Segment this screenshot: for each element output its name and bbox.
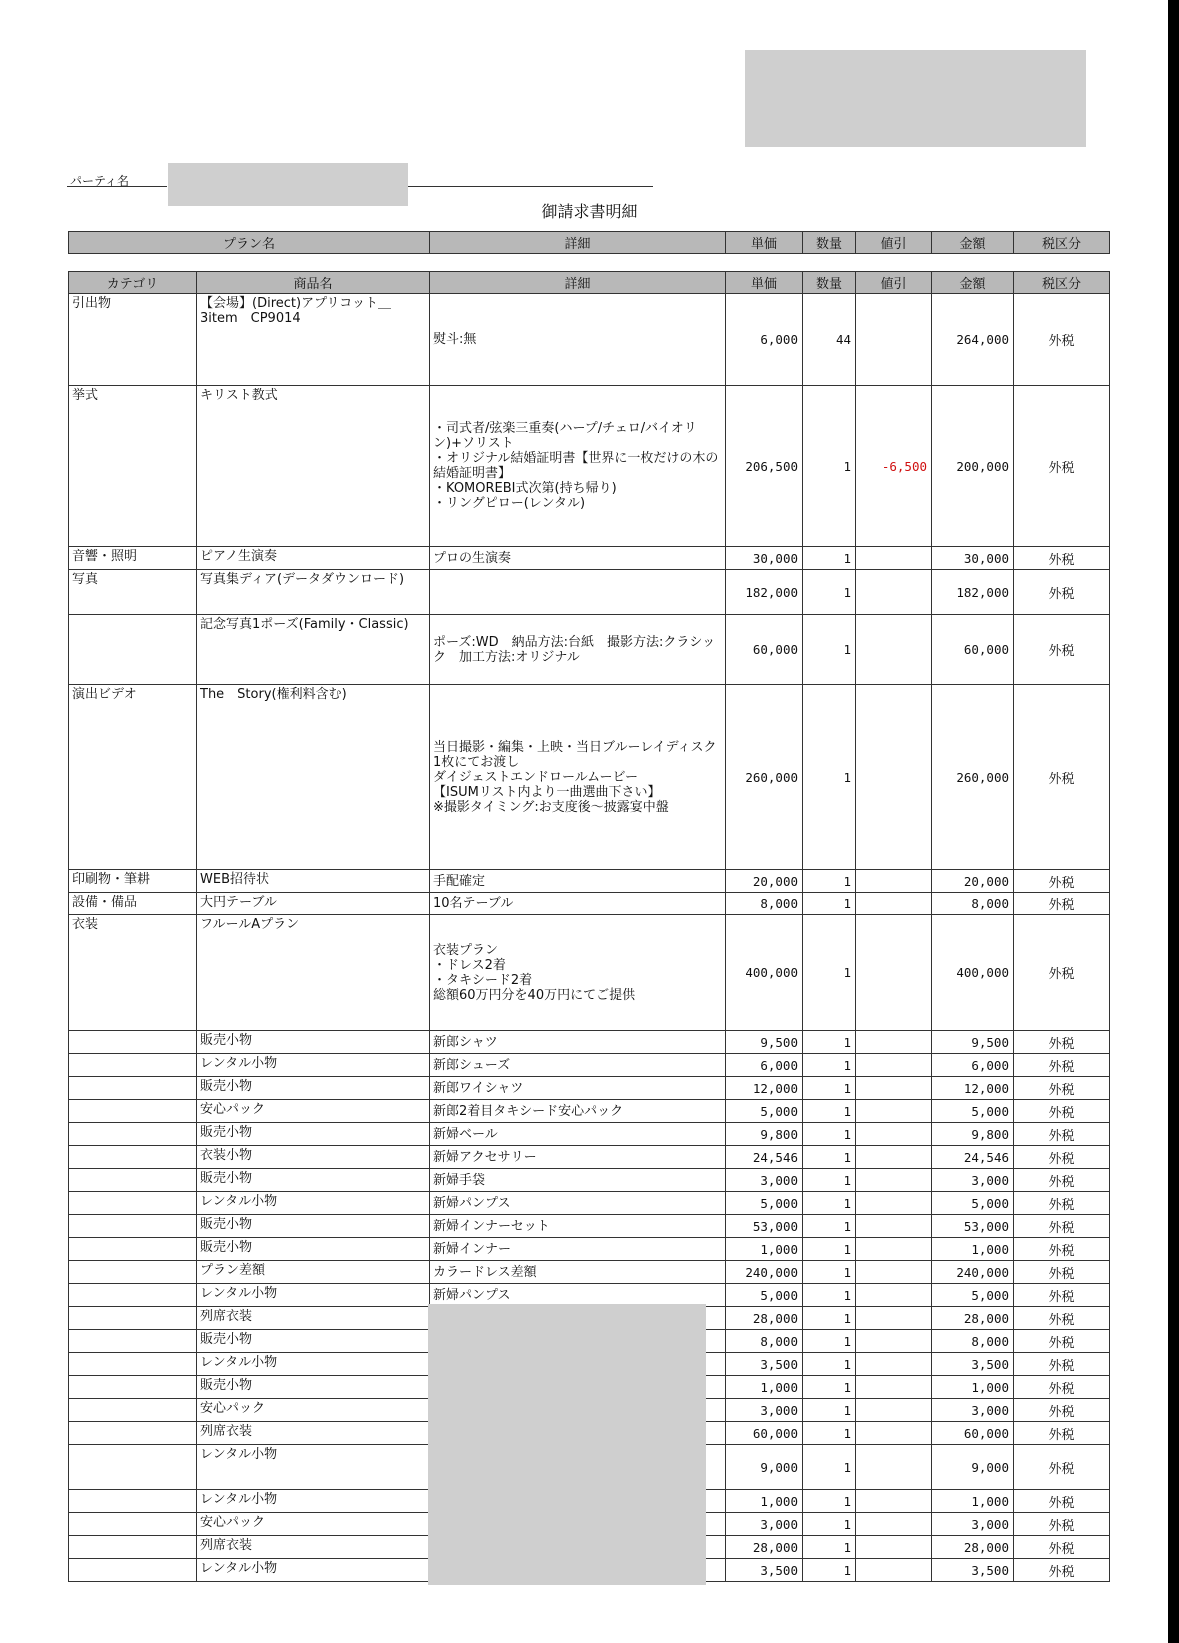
detail-cell: 当日撮影・編集・上映・当日ブルーレイディスク1枚にてお渡し ダイジェストエンドロールムービー 【ISUMリスト内より一曲選曲下さい】 ※撮影タイミング:お支度後～披露宴中盤	[430, 685, 726, 870]
tax-category-cell: 外税	[1014, 1536, 1110, 1559]
detail-cell: 衣装プラン ・ドレス2着 ・タキシード2着 総額60万円分を40万円にてご提供	[430, 915, 726, 1031]
product-name-cell: レンタル小物	[197, 1490, 430, 1513]
tax-category-cell: 外税	[1014, 1422, 1110, 1445]
detail-cell: 新婦ベール	[430, 1123, 726, 1146]
plan-table	[68, 231, 1110, 254]
quantity-cell: 1	[803, 1399, 856, 1422]
tax-category-cell: 外税	[1014, 1490, 1110, 1513]
plan-header-cell: 単価	[726, 232, 803, 254]
product-name-cell: レンタル小物	[197, 1353, 430, 1376]
discount-cell	[856, 1399, 932, 1422]
detail-cell: 新婦アクセサリー	[430, 1146, 726, 1169]
discount-cell	[856, 915, 932, 1031]
discount-cell	[856, 1123, 932, 1146]
quantity-cell: 1	[803, 386, 856, 547]
party-name-underline	[67, 186, 167, 187]
product-name-cell: 販売小物	[197, 1376, 430, 1399]
detail-cell: 新郎シャツ	[430, 1031, 726, 1054]
amount-cell: 5,000	[932, 1192, 1014, 1215]
category-cell: 音響・照明	[69, 547, 197, 570]
amount-cell: 3,500	[932, 1353, 1014, 1376]
unit-price-cell: 5,000	[726, 1284, 803, 1307]
tax-category-cell: 外税	[1014, 570, 1110, 615]
plan-header-cell: 税区分	[1014, 232, 1110, 254]
redacted-details	[428, 1304, 706, 1585]
discount-cell	[856, 1054, 932, 1077]
detail-cell: 新婦手袋	[430, 1169, 726, 1192]
table-row	[69, 1261, 1110, 1284]
detail-cell: 新郎ワイシャツ	[430, 1077, 726, 1100]
tax-category-cell: 外税	[1014, 1513, 1110, 1536]
items-header-cell: 税区分	[1014, 272, 1110, 294]
detail-cell: 手配確定	[430, 870, 726, 893]
unit-price-cell: 8,000	[726, 893, 803, 915]
category-cell	[69, 1536, 197, 1559]
redacted-logo-area	[745, 50, 1086, 147]
discount-cell	[856, 1192, 932, 1215]
unit-price-cell: 5,000	[726, 1192, 803, 1215]
detail-cell: 10名テーブル	[430, 893, 726, 915]
product-name-cell: 販売小物	[197, 1215, 430, 1238]
category-cell	[69, 1559, 197, 1582]
category-cell: 挙式	[69, 386, 197, 547]
quantity-cell: 1	[803, 1284, 856, 1307]
amount-cell: 3,500	[932, 1559, 1014, 1582]
tax-category-cell: 外税	[1014, 1353, 1110, 1376]
quantity-cell: 1	[803, 1031, 856, 1054]
discount-cell	[856, 1307, 932, 1330]
amount-cell: 60,000	[932, 1422, 1014, 1445]
category-cell	[69, 1513, 197, 1536]
product-name-cell: 安心パック	[197, 1399, 430, 1422]
table-row	[69, 386, 1110, 547]
category-cell	[69, 1169, 197, 1192]
category-cell: 写真	[69, 570, 197, 615]
product-name-cell: 安心パック	[197, 1100, 430, 1123]
discount-cell	[856, 870, 932, 893]
unit-price-cell: 240,000	[726, 1261, 803, 1284]
unit-price-cell: 24,546	[726, 1146, 803, 1169]
amount-cell: 1,000	[932, 1376, 1014, 1399]
discount-cell	[856, 615, 932, 685]
quantity-cell: 1	[803, 1513, 856, 1536]
amount-cell: 12,000	[932, 1077, 1014, 1100]
quantity-cell: 1	[803, 1422, 856, 1445]
discount-cell	[856, 547, 932, 570]
amount-cell: 1,000	[932, 1238, 1014, 1261]
category-cell	[69, 1215, 197, 1238]
table-row	[69, 915, 1110, 1031]
amount-cell: 1,000	[932, 1490, 1014, 1513]
unit-price-cell: 9,500	[726, 1031, 803, 1054]
amount-cell: 182,000	[932, 570, 1014, 615]
tax-category-cell: 外税	[1014, 1261, 1110, 1284]
product-name-cell: レンタル小物	[197, 1192, 430, 1215]
product-name-cell: キリスト教式	[197, 386, 430, 547]
items-header-cell: カテゴリ	[69, 272, 197, 294]
amount-cell: 260,000	[932, 685, 1014, 870]
unit-price-cell: 12,000	[726, 1077, 803, 1100]
table-row	[69, 893, 1110, 915]
category-cell	[69, 1261, 197, 1284]
amount-cell: 5,000	[932, 1284, 1014, 1307]
product-name-cell: 衣装小物	[197, 1146, 430, 1169]
amount-cell: 200,000	[932, 386, 1014, 547]
tax-category-cell: 外税	[1014, 1100, 1110, 1123]
items-header-cell: 値引	[856, 272, 932, 294]
product-name-cell: フルールAプラン	[197, 915, 430, 1031]
amount-cell: 400,000	[932, 915, 1014, 1031]
detail-cell: カラードレス差額	[430, 1261, 726, 1284]
quantity-cell: 1	[803, 1330, 856, 1353]
product-name-cell: 販売小物	[197, 1123, 430, 1146]
discount-cell	[856, 893, 932, 915]
detail-cell: ポーズ:WD 納品方法:台紙 撮影方法:クラシック 加工方法:オリジナル	[430, 615, 726, 685]
amount-cell: 3,000	[932, 1169, 1014, 1192]
table-row	[69, 1238, 1110, 1261]
quantity-cell: 1	[803, 1238, 856, 1261]
tax-category-cell: 外税	[1014, 893, 1110, 915]
unit-price-cell: 3,500	[726, 1353, 803, 1376]
category-cell: 設備・備品	[69, 893, 197, 915]
amount-cell: 28,000	[932, 1536, 1014, 1559]
category-cell	[69, 1123, 197, 1146]
table-row	[69, 870, 1110, 893]
product-name-cell: 【会場】(Direct)アプリコット＿3item CP9014	[197, 294, 430, 386]
tax-category-cell: 外税	[1014, 294, 1110, 386]
unit-price-cell: 28,000	[726, 1536, 803, 1559]
tax-category-cell: 外税	[1014, 1123, 1110, 1146]
table-row	[69, 1031, 1110, 1054]
quantity-cell: 1	[803, 893, 856, 915]
discount-cell	[856, 1100, 932, 1123]
unit-price-cell: 60,000	[726, 615, 803, 685]
tax-category-cell: 外税	[1014, 1169, 1110, 1192]
category-cell	[69, 1376, 197, 1399]
discount-cell	[856, 1490, 932, 1513]
quantity-cell: 1	[803, 1169, 856, 1192]
category-cell	[69, 615, 197, 685]
table-row	[69, 570, 1110, 615]
product-name-cell: レンタル小物	[197, 1559, 430, 1582]
product-name-cell: 販売小物	[197, 1169, 430, 1192]
tax-category-cell: 外税	[1014, 386, 1110, 547]
category-cell	[69, 1077, 197, 1100]
detail-cell	[430, 570, 726, 615]
category-cell	[69, 1490, 197, 1513]
table-row	[69, 615, 1110, 685]
tax-category-cell: 外税	[1014, 915, 1110, 1031]
tax-category-cell: 外税	[1014, 1307, 1110, 1330]
tax-category-cell: 外税	[1014, 547, 1110, 570]
tax-category-cell: 外税	[1014, 1031, 1110, 1054]
category-cell	[69, 1399, 197, 1422]
discount-cell	[856, 1261, 932, 1284]
tax-category-cell: 外税	[1014, 1445, 1110, 1490]
product-name-cell: 販売小物	[197, 1330, 430, 1353]
quantity-cell: 1	[803, 915, 856, 1031]
discount-cell	[856, 685, 932, 870]
product-name-cell: 販売小物	[197, 1238, 430, 1261]
quantity-cell: 1	[803, 1054, 856, 1077]
unit-price-cell: 182,000	[726, 570, 803, 615]
amount-cell: 240,000	[932, 1261, 1014, 1284]
discount-cell: -6,500	[856, 386, 932, 547]
discount-cell	[856, 1215, 932, 1238]
product-name-cell: 列席衣装	[197, 1307, 430, 1330]
category-cell	[69, 1422, 197, 1445]
amount-cell: 5,000	[932, 1100, 1014, 1123]
product-name-cell: 安心パック	[197, 1513, 430, 1536]
unit-price-cell: 5,000	[726, 1100, 803, 1123]
discount-cell	[856, 1031, 932, 1054]
quantity-cell: 1	[803, 1490, 856, 1513]
discount-cell	[856, 1169, 932, 1192]
category-cell: 印刷物・筆耕	[69, 870, 197, 893]
table-row	[69, 1215, 1110, 1238]
unit-price-cell: 9,000	[726, 1445, 803, 1490]
tax-category-cell: 外税	[1014, 1054, 1110, 1077]
category-cell: 引出物	[69, 294, 197, 386]
table-row	[69, 1169, 1110, 1192]
unit-price-cell: 8,000	[726, 1330, 803, 1353]
tax-category-cell: 外税	[1014, 685, 1110, 870]
tax-category-cell: 外税	[1014, 1192, 1110, 1215]
items-header-cell: 金額	[932, 272, 1014, 294]
product-name-cell: レンタル小物	[197, 1445, 430, 1490]
discount-cell	[856, 1146, 932, 1169]
quantity-cell: 1	[803, 1307, 856, 1330]
detail-cell: プロの生演奏	[430, 547, 726, 570]
product-name-cell: レンタル小物	[197, 1054, 430, 1077]
unit-price-cell: 260,000	[726, 685, 803, 870]
quantity-cell: 1	[803, 547, 856, 570]
quantity-cell: 1	[803, 1559, 856, 1582]
unit-price-cell: 3,000	[726, 1169, 803, 1192]
tax-category-cell: 外税	[1014, 1238, 1110, 1261]
product-name-cell: The Story(権利料含む)	[197, 685, 430, 870]
category-cell	[69, 1031, 197, 1054]
quantity-cell: 1	[803, 1353, 856, 1376]
amount-cell: 20,000	[932, 870, 1014, 893]
amount-cell: 9,800	[932, 1123, 1014, 1146]
plan-header-cell: プラン名	[69, 232, 430, 254]
product-name-cell: 販売小物	[197, 1031, 430, 1054]
tax-category-cell: 外税	[1014, 615, 1110, 685]
discount-cell	[856, 1238, 932, 1261]
tax-category-cell: 外税	[1014, 1215, 1110, 1238]
unit-price-cell: 3,000	[726, 1513, 803, 1536]
tax-category-cell: 外税	[1014, 1399, 1110, 1422]
quantity-cell: 1	[803, 615, 856, 685]
table-row	[69, 1054, 1110, 1077]
items-header-cell: 単価	[726, 272, 803, 294]
product-name-cell: ピアノ生演奏	[197, 547, 430, 570]
discount-cell	[856, 1284, 932, 1307]
discount-cell	[856, 1422, 932, 1445]
amount-cell: 53,000	[932, 1215, 1014, 1238]
tax-category-cell: 外税	[1014, 870, 1110, 893]
quantity-cell: 1	[803, 1376, 856, 1399]
unit-price-cell: 60,000	[726, 1422, 803, 1445]
plan-header-row	[69, 232, 1110, 254]
unit-price-cell: 30,000	[726, 547, 803, 570]
amount-cell: 6,000	[932, 1054, 1014, 1077]
plan-header-cell: 数量	[803, 232, 856, 254]
table-row	[69, 1077, 1110, 1100]
category-cell: 衣装	[69, 915, 197, 1031]
unit-price-cell: 206,500	[726, 386, 803, 547]
product-name-cell: レンタル小物	[197, 1284, 430, 1307]
tax-category-cell: 外税	[1014, 1146, 1110, 1169]
amount-cell: 9,000	[932, 1445, 1014, 1490]
amount-cell: 8,000	[932, 1330, 1014, 1353]
unit-price-cell: 6,000	[726, 1054, 803, 1077]
detail-cell: 新婦インナー	[430, 1238, 726, 1261]
category-cell	[69, 1353, 197, 1376]
detail-cell: ・司式者/弦楽三重奏(ハープ/チェロ/バイオリン)+ソリスト ・オリジナル結婚証明書【世界に一枚だけの木の結婚証明書】 ・KOMOREBI式次第(持ち帰り) ・リングピロー(レンタル)	[430, 386, 726, 547]
table-row	[69, 547, 1110, 570]
product-name-cell: 写真集ディア(データダウンロード)	[197, 570, 430, 615]
detail-cell: 新郎シューズ	[430, 1054, 726, 1077]
detail-cell: 新婦パンプス	[430, 1284, 726, 1307]
discount-cell	[856, 1445, 932, 1490]
document-title: 御請求書明細	[541, 202, 638, 221]
discount-cell	[856, 1536, 932, 1559]
tax-category-cell: 外税	[1014, 1559, 1110, 1582]
category-cell	[69, 1192, 197, 1215]
discount-cell	[856, 570, 932, 615]
detail-cell: 熨斗:無	[430, 294, 726, 386]
category-cell	[69, 1238, 197, 1261]
product-name-cell: WEB招待状	[197, 870, 430, 893]
detail-cell: 新郎2着目タキシード安心パック	[430, 1100, 726, 1123]
unit-price-cell: 3,500	[726, 1559, 803, 1582]
product-name-cell: 列席衣装	[197, 1422, 430, 1445]
tax-category-cell: 外税	[1014, 1330, 1110, 1353]
party-name-underline-right	[408, 186, 653, 187]
unit-price-cell: 28,000	[726, 1307, 803, 1330]
quantity-cell: 1	[803, 1192, 856, 1215]
category-cell	[69, 1330, 197, 1353]
product-name-cell: 記念写真1ポーズ(Family・Classic)	[197, 615, 430, 685]
unit-price-cell: 400,000	[726, 915, 803, 1031]
amount-cell: 3,000	[932, 1399, 1014, 1422]
quantity-cell: 1	[803, 570, 856, 615]
quantity-cell: 1	[803, 1536, 856, 1559]
discount-cell	[856, 1513, 932, 1536]
table-row	[69, 1192, 1110, 1215]
quantity-cell: 1	[803, 685, 856, 870]
tax-category-cell: 外税	[1014, 1077, 1110, 1100]
quantity-cell: 1	[803, 1445, 856, 1490]
unit-price-cell: 1,000	[726, 1490, 803, 1513]
discount-cell	[856, 1376, 932, 1399]
unit-price-cell: 9,800	[726, 1123, 803, 1146]
unit-price-cell: 6,000	[726, 294, 803, 386]
amount-cell: 3,000	[932, 1513, 1014, 1536]
category-cell	[69, 1445, 197, 1490]
table-row	[69, 685, 1110, 870]
unit-price-cell: 1,000	[726, 1238, 803, 1261]
plan-header-cell: 詳細	[430, 232, 726, 254]
unit-price-cell: 53,000	[726, 1215, 803, 1238]
party-name-label: パーティ名	[70, 174, 130, 188]
table-row	[69, 1146, 1110, 1169]
items-header-cell: 数量	[803, 272, 856, 294]
amount-cell: 9,500	[932, 1031, 1014, 1054]
detail-cell: 新婦インナーセット	[430, 1215, 726, 1238]
discount-cell	[856, 1559, 932, 1582]
discount-cell	[856, 1330, 932, 1353]
product-name-cell: プラン差額	[197, 1261, 430, 1284]
quantity-cell: 1	[803, 1100, 856, 1123]
amount-cell: 264,000	[932, 294, 1014, 386]
category-cell	[69, 1054, 197, 1077]
category-cell: 演出ビデオ	[69, 685, 197, 870]
unit-price-cell: 1,000	[726, 1376, 803, 1399]
plan-header-cell: 金額	[932, 232, 1014, 254]
amount-cell: 60,000	[932, 615, 1014, 685]
category-cell	[69, 1146, 197, 1169]
quantity-cell: 1	[803, 1077, 856, 1100]
items-header-cell: 商品名	[197, 272, 430, 294]
discount-cell	[856, 1353, 932, 1376]
quantity-cell: 1	[803, 1215, 856, 1238]
tax-category-cell: 外税	[1014, 1376, 1110, 1399]
tax-category-cell: 外税	[1014, 1284, 1110, 1307]
unit-price-cell: 3,000	[726, 1399, 803, 1422]
amount-cell: 8,000	[932, 893, 1014, 915]
category-cell	[69, 1100, 197, 1123]
amount-cell: 30,000	[932, 547, 1014, 570]
amount-cell: 24,546	[932, 1146, 1014, 1169]
items-header-cell: 詳細	[430, 272, 726, 294]
quantity-cell: 1	[803, 1261, 856, 1284]
table-row	[69, 1100, 1110, 1123]
unit-price-cell: 20,000	[726, 870, 803, 893]
discount-cell	[856, 294, 932, 386]
discount-cell	[856, 1077, 932, 1100]
amount-cell: 28,000	[932, 1307, 1014, 1330]
detail-cell: 新婦パンプス	[430, 1192, 726, 1215]
table-row	[69, 1123, 1110, 1146]
category-cell	[69, 1284, 197, 1307]
plan-header-cell: 値引	[856, 232, 932, 254]
product-name-cell: 列席衣装	[197, 1536, 430, 1559]
quantity-cell: 44	[803, 294, 856, 386]
quantity-cell: 1	[803, 1146, 856, 1169]
category-cell	[69, 1307, 197, 1330]
product-name-cell: 大円テーブル	[197, 893, 430, 915]
table-row	[69, 294, 1110, 386]
quantity-cell: 1	[803, 1123, 856, 1146]
quantity-cell: 1	[803, 870, 856, 893]
items-header-row	[69, 272, 1110, 294]
product-name-cell: 販売小物	[197, 1077, 430, 1100]
